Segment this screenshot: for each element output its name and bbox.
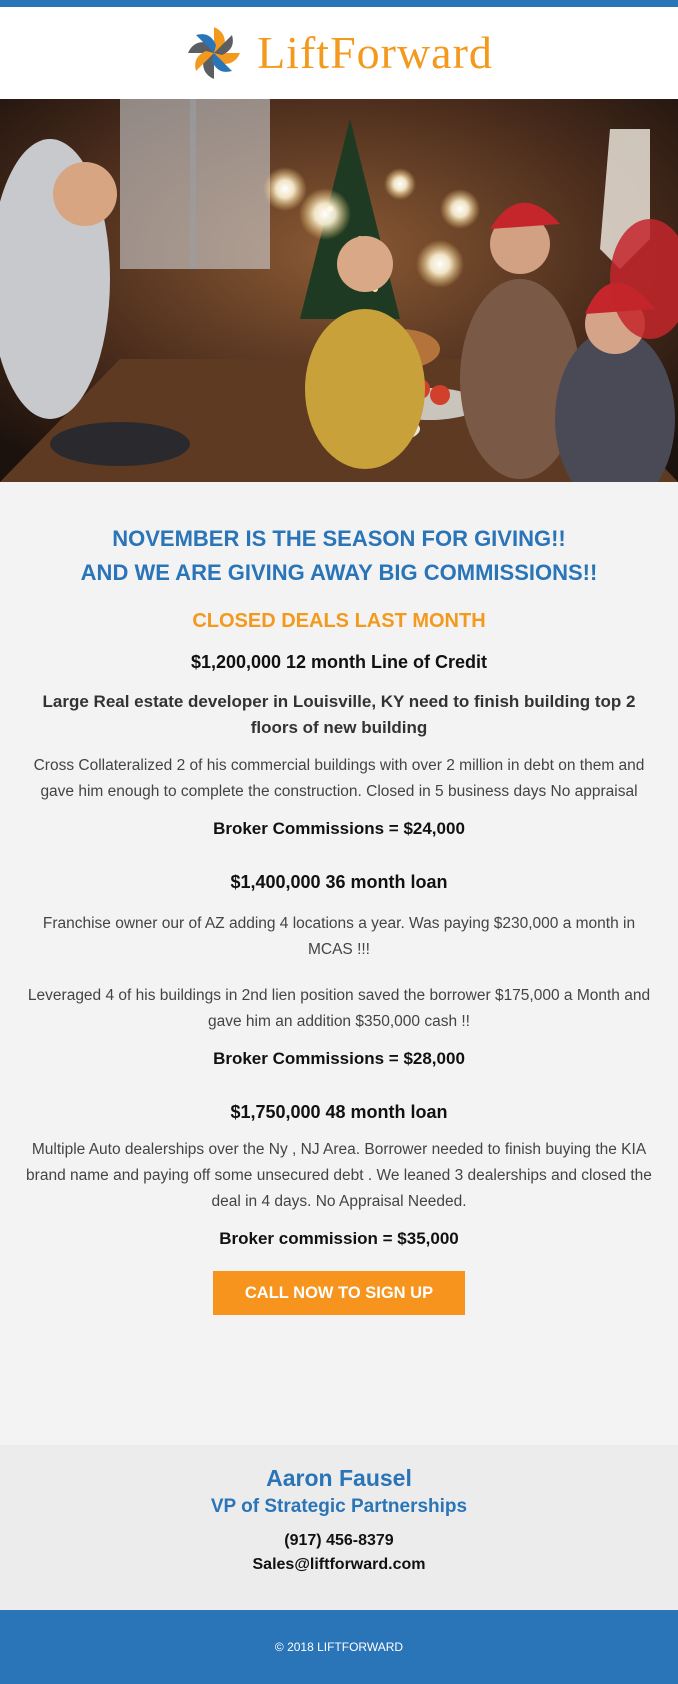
deal-commission: Broker Commissions = $28,000 [213, 1049, 465, 1068]
holiday-family-illustration [0, 99, 678, 482]
spacer [20, 1069, 658, 1099]
brand-word-forward: Forward [330, 27, 493, 78]
signature-phone[interactable]: (917) 456-8379 [284, 1532, 394, 1549]
hero-image [0, 99, 678, 482]
headline-line-1: NOVEMBER IS THE SEASON FOR GIVING!! [112, 526, 566, 551]
deal-2 [20, 869, 658, 1069]
footer [0, 1610, 678, 1684]
deal-description: Franchise owner our of AZ adding 4 locations a year. Was paying $230,000 a month in MCAS !!! [42, 915, 636, 958]
footer-copyright: © 2018 LIFTFORWARD [274, 1640, 404, 1654]
section-title: CLOSED DEALS LAST MONTH [192, 610, 486, 632]
deal-description: Multiple Auto dealerships over the Ny , NJ Area. Borrower needed to finish buying the KIA brand name and paying off some unsecured debt . We leaned 3 dealerships and closed the deal in 4 days. No Appraisal Needed. [26, 1141, 652, 1210]
brand-word-lift: Lift [257, 27, 331, 78]
spacer [20, 839, 658, 869]
call-now-button[interactable]: CALL NOW TO SIGN UP [213, 1271, 465, 1315]
cta-container [20, 1271, 658, 1315]
deal-1 [20, 649, 658, 839]
signature-name: Aaron Fausel [266, 1465, 412, 1491]
pinwheel-icon [185, 24, 243, 82]
deal-description-2: Leveraged 4 of his buildings in 2nd lien position saved the borrower $175,000 a Month and gave him an addition $350,000 cash !! [27, 987, 651, 1030]
signature-email[interactable]: Sales@liftforward.com [252, 1556, 426, 1573]
headline [20, 522, 658, 590]
brand-wordmark [257, 27, 493, 78]
deal-commission: Broker commission = $35,000 [219, 1229, 459, 1248]
deal-description: Cross Collateralized 2 of his commercial buildings with over 2 million in debt on them and gave him enough to complete the construction. Closed in 5 business days No appraisal [33, 757, 645, 800]
headline-line-2: AND WE ARE GIVING AWAY BIG COMMISSIONS!! [80, 560, 598, 585]
deal-3 [20, 1099, 658, 1249]
top-accent-bar [0, 0, 678, 7]
deal-title: $1,750,000 48 month loan [230, 1102, 448, 1122]
deal-subtitle: Large Real estate developer in Louisville, KY need to finish building top 2 floors of new building [42, 692, 636, 737]
email-header [0, 7, 678, 99]
deal-commission: Broker Commissions = $24,000 [213, 819, 465, 838]
signature-block [0, 1445, 678, 1610]
deal-title: $1,200,000 12 month Line of Credit [190, 652, 488, 672]
liftforward-logo[interactable] [185, 24, 493, 82]
deal-title: $1,400,000 36 month loan [230, 872, 448, 892]
main-content [0, 522, 678, 1315]
signature-role: VP of Strategic Partnerships [210, 1496, 468, 1517]
